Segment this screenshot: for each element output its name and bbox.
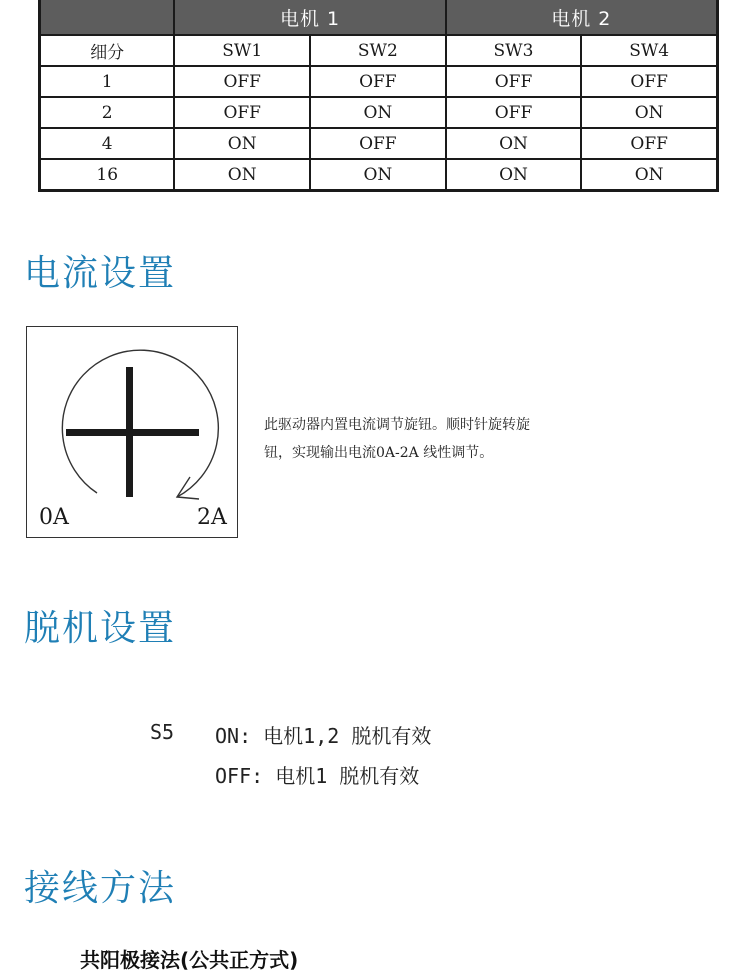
table-cell: 1 [40,66,175,97]
offline-on-line: ON: 电机1,2 脱机有效 [215,724,432,748]
table-cell: OFF [174,97,310,128]
table-cell: OFF [446,97,582,128]
table-cell: ON [310,97,446,128]
table-cell: OFF [174,66,310,97]
current-description-line: 钮，实现输出电流0A-2A 线性调节。 [264,445,494,461]
header-sw1: SW1 [174,35,310,66]
table-cell: ON [174,159,310,191]
table-group-row [40,0,718,35]
offline-off-line: OFF: 电机1 脱机有效 [215,764,420,788]
table-cell: OFF [446,66,582,97]
table-cell: ON [581,159,717,191]
motor2-group-header: 电机 2 [446,0,718,35]
table-cell: ON [446,159,582,191]
table-cell: ON [310,159,446,191]
table-cell: OFF [581,66,717,97]
table-cell: 16 [40,159,175,191]
table-cell: OFF [581,128,717,159]
table-cell: ON [446,128,582,159]
header-sw3: SW3 [446,35,582,66]
knob-max-label: 2A [197,505,227,530]
current-description [264,411,684,467]
table-header-row [40,35,718,66]
header-subdivision: 细分 [40,35,175,66]
table-cell: 2 [40,97,175,128]
header-sw2: SW2 [310,35,446,66]
table-cell: OFF [310,128,446,159]
table-cell: ON [581,97,717,128]
table-cell: 4 [40,128,175,159]
table-row [40,159,718,191]
table-row [40,128,718,159]
offline-setting-title: 脱机设置 [24,608,177,649]
subdivision-table [38,0,719,192]
current-knob-diagram [26,326,238,538]
current-setting-title: 电流设置 [24,253,177,294]
table-cell: OFF [310,66,446,97]
header-sw4: SW4 [581,35,717,66]
offline-switch-key: S5 [150,720,175,744]
wiring-subheading: 共阳极接法(公共正方式) [80,948,299,972]
table-corner-cell [40,0,175,35]
table-row [40,97,718,128]
current-description-line: 此驱动器内置电流调节旋钮。顺时针旋转旋 [264,417,530,433]
table-cell: ON [174,128,310,159]
knob-min-label: 0A [39,505,69,530]
table-row [40,66,718,97]
wiring-method-title: 接线方法 [24,868,177,909]
motor1-group-header: 电机 1 [174,0,445,35]
